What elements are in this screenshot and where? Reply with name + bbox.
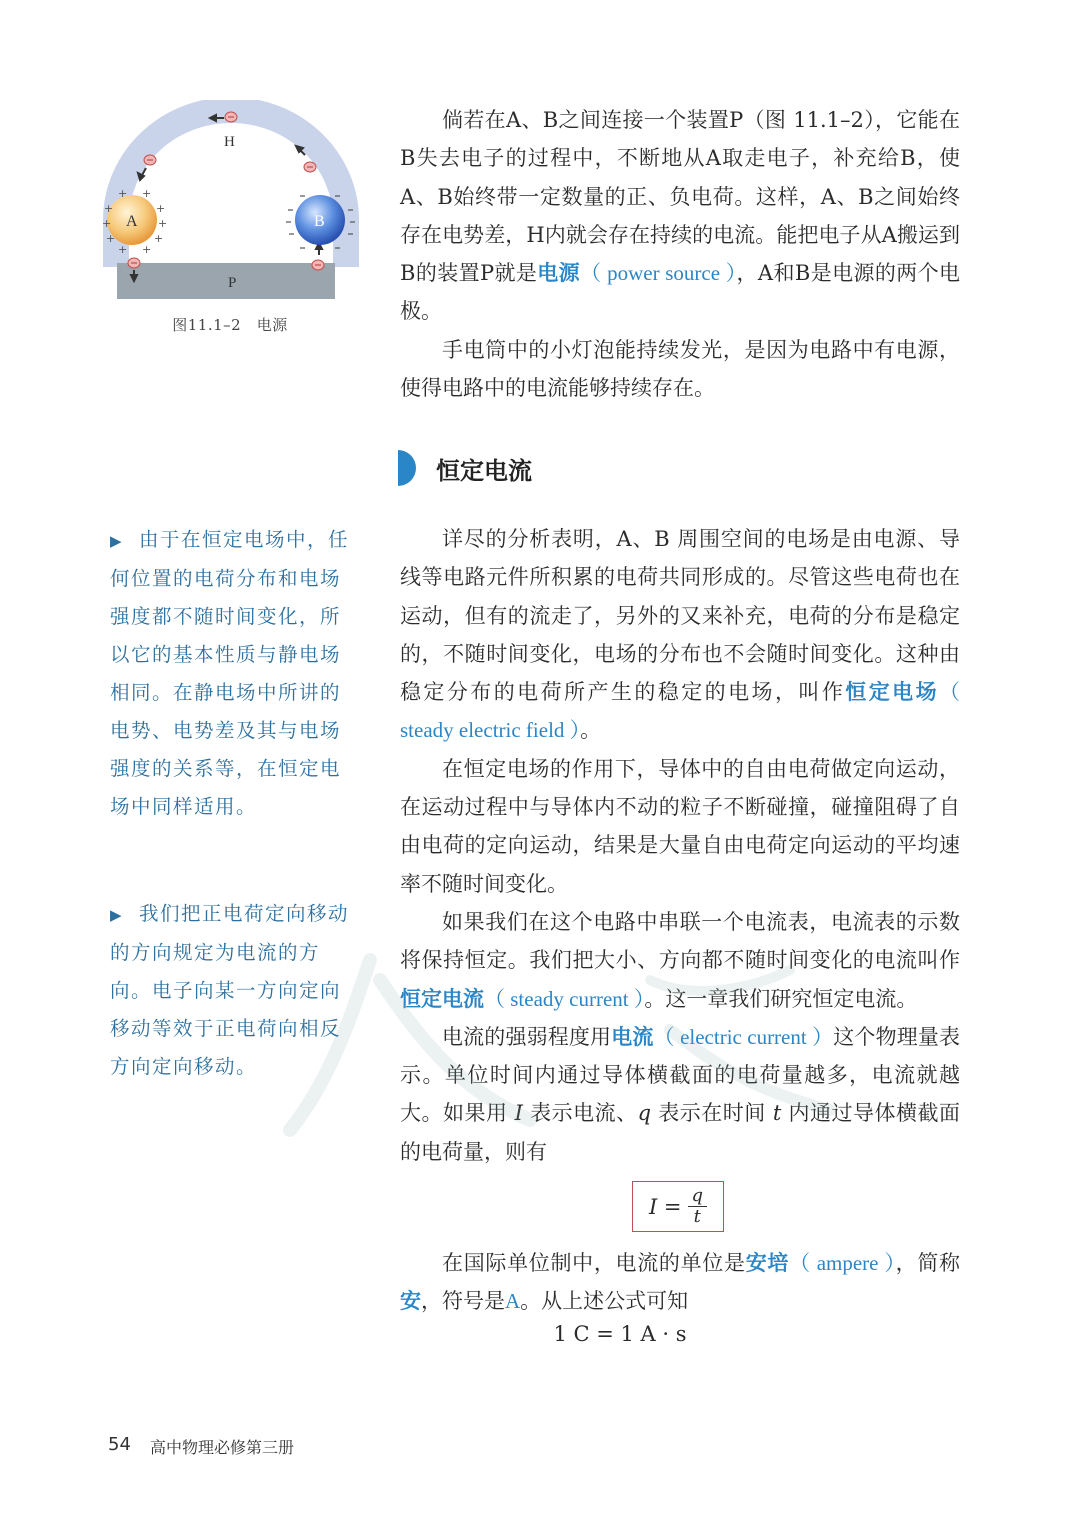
unit-equation: 1 C = 1 A · s	[553, 1322, 687, 1346]
paragraph: 详尽的分析表明，A、B 周围空间的电场是由电源、导线等电路元件所积累的电荷共同形成的。尽管这些电荷也在运动，但有的流走了，另外的又来补充，电荷的分布是稳定的，不随时间变化，电场的分布也不会随时间变化。这种由稳定分布的电荷所产生的稳定的电场，叫作恒定电场（ steady electric field ）。	[400, 527, 961, 743]
paragraph: 手电筒中的小灯泡能持续发光，是因为电路中有电源，使得电路中的电流能够持续存在。	[400, 337, 960, 401]
svg-text:+: +	[158, 217, 168, 230]
svg-text:+: +	[154, 232, 164, 245]
device-p	[117, 263, 335, 299]
current-formula: I = $\frac{q}{t}$	[632, 1181, 724, 1232]
svg-text:+: +	[118, 243, 128, 256]
section-title: 恒定电流	[436, 456, 532, 485]
svg-text:+: +	[142, 187, 152, 200]
note-marker-icon: ▶	[110, 532, 124, 550]
section-heading	[398, 448, 532, 488]
note-marker-icon: ▶	[110, 906, 124, 924]
paragraph: 在恒定电场的作用下，导体中的自由电荷做定向运动，在运动过程中与导体内不动的粒子不断碰撞，碰撞阻碍了自由电荷的定向运动，结果是大量自由电荷定向运动的平均速率不随时间变化。	[400, 756, 960, 896]
term-power-source: 电源	[537, 261, 581, 286]
svg-text:+: +	[156, 202, 166, 215]
paragraph: 倘若在A、B之间连接一个装置P（图 11.1–2），它能在B失去电子的过程中，不断地从A取走电子，补充给B，使A、B始终带一定数量的正、负电荷。这样，A、B之间始终存在电势差，H内就会存在持续的电流。能把电子从A搬运到B的装置P就是电源（ power source ），A和B是电源的两个电极。	[400, 108, 961, 324]
svg-text:+: +	[118, 187, 128, 200]
svg-text:+: +	[102, 217, 112, 230]
label-p: P	[228, 275, 237, 291]
heading-marker-icon	[398, 450, 416, 486]
term-steady-field: 恒定电场	[845, 680, 940, 705]
term-steady-current: 恒定电流	[400, 986, 484, 1011]
paragraph: 电流的强弱程度用电流（ electric current ）这个物理量表示。单位时间内通过导体横截面的电荷量越多，电流就越大。如果用 I 表示电流、q 表示在时间 t 内通过导体横截面的电荷量，则有	[400, 1024, 961, 1164]
page-number: 54	[108, 1434, 131, 1455]
label-h: H	[224, 134, 235, 150]
watermark	[230, 940, 870, 1140]
paragraph: 在国际单位制中，电流的单位是安培（ ampere ），简称安，符号是A。从上述公式可知	[400, 1251, 961, 1314]
paragraph: 如果我们在这个电路中串联一个电流表，电流表的示数将保持恒定。我们把大小、方向都不随时间变化的电流叫作恒定电流（ steady current ）。这一章我们研究恒定电流。	[400, 909, 960, 1011]
figure-caption: 图11.1–2 电源	[172, 316, 288, 334]
side-note: ▶ 我们把正电荷定向移动的方向规定为电流的方向。电子向某一方向定向移动等效于正电荷向相反方向定向移动。	[110, 902, 350, 1078]
book-title: 高中物理必修第三册	[150, 1438, 295, 1457]
power-source-figure	[100, 100, 370, 300]
term-electric-current: 电流	[611, 1024, 654, 1049]
label-b: B	[314, 213, 325, 230]
label-a: A	[126, 213, 138, 230]
svg-text:+: +	[104, 202, 114, 215]
svg-text:+: +	[142, 243, 152, 256]
svg-text:+: +	[106, 232, 116, 245]
term-ampere: 安培	[745, 1251, 790, 1275]
term-ampere-short: 安	[400, 1289, 421, 1314]
main-text-top	[400, 101, 960, 407]
main-text-bottom	[400, 1244, 960, 1321]
side-note: ▶ 由于在恒定电场中，任何位置的电荷分布和电场强度都不随时间变化，所以它的基本性质与静电场相同。在静电场中所讲的电势、电势差及其与电场强度的关系等，在恒定电场中同样适用。	[110, 528, 350, 818]
